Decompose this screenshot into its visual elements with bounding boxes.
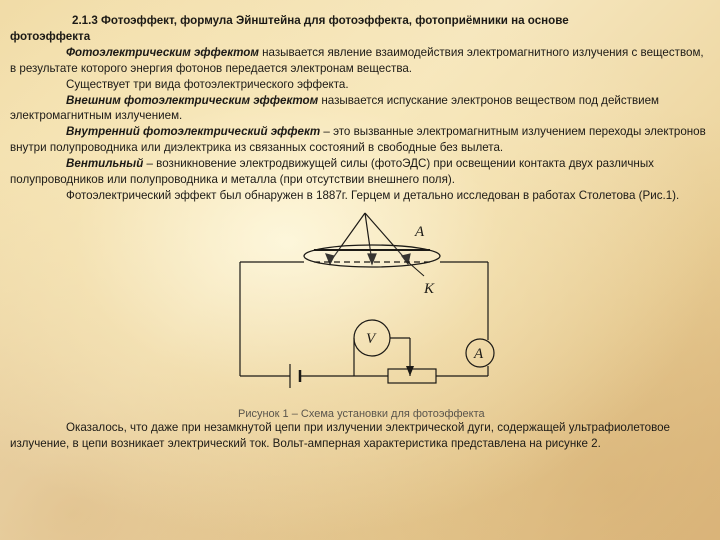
voltmeter-label: V — [366, 331, 376, 347]
section-title: 2.1.3 Фотоэффект, формула Эйнштейна для фотоэффекта, фотоприёмники на основе — [72, 14, 569, 27]
figure-caption: Рисунок 1 – Схема установки для фотоэффекта — [238, 408, 485, 420]
term: Внутренний фотоэлектрический эффект — [66, 125, 321, 139]
paragraph-text: Фотоэлектрический эффект был обнаружен в 1887г. Герцем и детально исследован в работах Столетова (Рис.1). — [66, 188, 680, 202]
document-body-bottom — [10, 420, 710, 452]
section-title-continued: фотоэффекта — [10, 29, 91, 43]
term: Вентильный — [66, 157, 144, 171]
circuit-wires — [240, 262, 488, 376]
paragraph-conclusion: Оказалось, что даже при незамкнутой цепи при излучении электрической дуги, содержащей ультрафиолетовое излучение, в цепи возникает электрический ток. Вольт-амперная характеристика представлена на рисунке 2. — [10, 421, 670, 450]
vacuum-tube — [304, 245, 440, 267]
rheostat-slider — [406, 366, 414, 376]
cathode-label: К — [424, 281, 434, 297]
term: Фотоэлектрическим эффектом — [66, 45, 259, 59]
paragraph-text: называется явление взаимодействия электромагнитного излучения с веществом, в результате которого энергия фотонов передается электронам вещества. — [10, 45, 704, 75]
ammeter-label: А — [474, 346, 484, 362]
rheostat — [388, 369, 436, 383]
paragraph-text: называется испускание электронов веществом под действием электромагнитным излучением. — [10, 93, 660, 123]
term: Внешним фотоэлектрическим эффектом — [66, 93, 319, 107]
paragraph-text: – это вызванные электромагнитным излучением переходы электронов внутри полупроводника или диэлектрика из связанных состояний в свободные без вылета. — [10, 125, 706, 155]
paragraph-text: Существует три вида фотоэлектрического эффекта. — [66, 77, 349, 91]
anode-label: А — [415, 224, 425, 240]
paragraph-text: – возникновение электродвижущей силы (фотоЭДС) при освещении контакта двух различных полупроводников или полупроводника и металла (при отсутствии внешнего поля). — [10, 157, 654, 187]
